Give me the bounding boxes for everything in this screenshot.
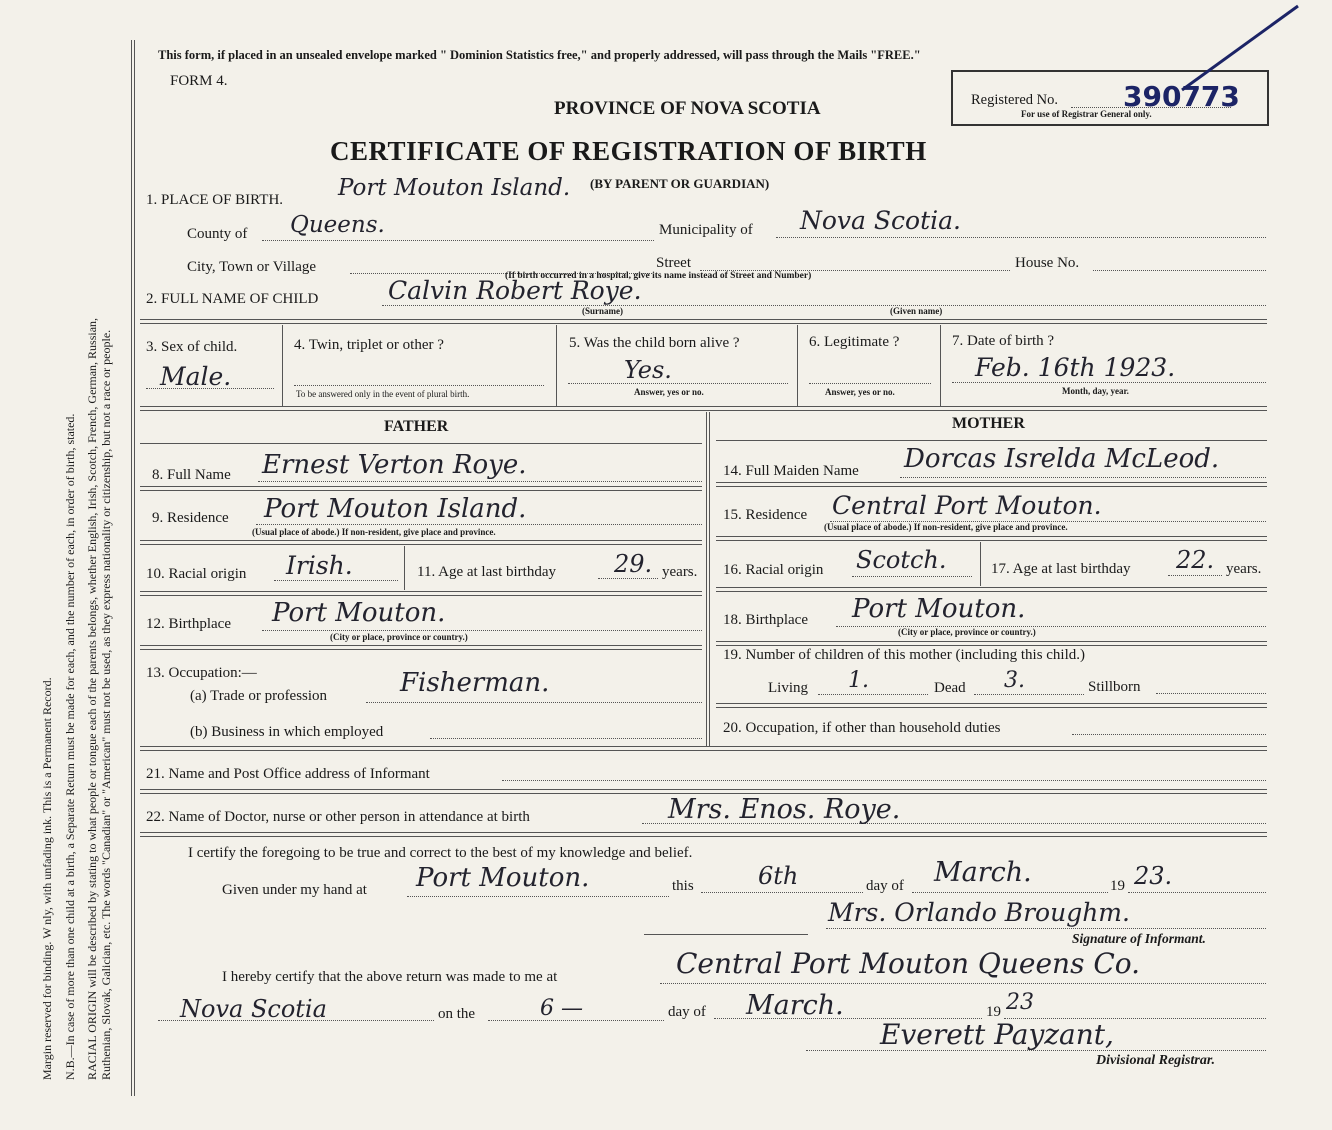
mother-occupation-line xyxy=(1072,734,1266,735)
municipality-line xyxy=(776,237,1266,238)
street-label: Street xyxy=(656,255,691,271)
margin-line-2: N.B.—In case of more than one child at a birth, a Separate Return must be made for each, and the number of each, in order of birth, stated. xyxy=(63,413,77,1080)
mother-age-label: 17. Age at last birthday xyxy=(991,561,1131,577)
informant-label: 21. Name and Post Office address of Informant xyxy=(146,766,430,782)
father-heading: FATHER xyxy=(384,418,449,435)
dead-label: Dead xyxy=(934,680,966,696)
mother-rule-16-17 xyxy=(980,542,981,586)
legitimate-note: Answer, yes or no. xyxy=(825,387,895,397)
rule-row-3-bottom xyxy=(140,406,1267,411)
mother-birthplace-note: (City or place, province or country.) xyxy=(898,627,1036,637)
dead-line xyxy=(974,694,1084,695)
ink-check-mark xyxy=(1180,4,1300,94)
trade-label: (a) Trade or profession xyxy=(190,688,328,704)
trade-value: Fisherman. xyxy=(400,668,550,698)
margin-line-4: Ruthenian, Slovak, Galician, etc. The words "Canadian" or "American" must not be used, as they express nationality or citizenship, but not a race or people. xyxy=(99,329,113,1080)
province-heading: PROVINCE OF NOVA SCOTIA xyxy=(554,98,821,119)
father-years-label: years. xyxy=(662,564,698,580)
house-number-label: House No. xyxy=(1015,255,1080,271)
mother-age-value: 22. xyxy=(1176,546,1215,574)
registered-number-label: Registered No. xyxy=(971,92,1058,108)
given-place-line xyxy=(407,896,669,897)
twin-label: 4. Twin, triplet or other ? xyxy=(294,337,444,353)
mother-age-line xyxy=(1168,575,1222,576)
hospital-note: (If birth occurred in a hospital, give its name instead of Street and Number) xyxy=(505,271,812,281)
doctor-value: Mrs. Enos. Roye. xyxy=(668,794,901,825)
this-label: this xyxy=(672,878,694,894)
mother-rule-15 xyxy=(716,536,1267,541)
municipality-label: Municipality of xyxy=(659,222,753,238)
year-value: 23. xyxy=(1134,862,1173,890)
binding-rule xyxy=(131,40,135,1096)
signature-short-rule xyxy=(644,934,808,935)
dead-value: 3. xyxy=(1004,668,1025,693)
informant-line xyxy=(502,780,1266,781)
living-label: Living xyxy=(768,680,808,696)
stillborn-line xyxy=(1156,693,1266,694)
father-heading-rule xyxy=(140,443,702,444)
year-2-value: 23 xyxy=(1006,990,1034,1015)
father-rule-9 xyxy=(140,540,702,545)
father-race-label: 10. Racial origin xyxy=(146,566,247,582)
father-race-value: Irish. xyxy=(286,551,353,580)
mother-rule-18 xyxy=(716,641,1267,646)
rule-5-6 xyxy=(797,325,798,407)
county-label: County of xyxy=(187,226,248,242)
county-value: Queens. xyxy=(290,212,385,238)
mother-occupation-label: 20. Occupation, if other than household duties xyxy=(723,720,1001,736)
father-name-line xyxy=(258,481,702,482)
occupation-label: 13. Occupation:— xyxy=(146,665,257,681)
municipality-value: Nova Scotia. xyxy=(800,206,961,235)
day-of-label: day of xyxy=(866,878,904,894)
on-the-label: on the xyxy=(438,1006,476,1022)
mother-rule-16 xyxy=(716,587,1267,592)
place-of-birth-label: 1. PLACE OF BIRTH. xyxy=(146,192,284,208)
father-age-line xyxy=(598,578,658,579)
mother-residence-label: 15. Residence xyxy=(723,507,808,523)
given-under-label: Given under my hand at xyxy=(222,882,367,898)
father-residence-value: Port Mouton Island. xyxy=(264,494,527,524)
child-name-value: Calvin Robert Roye. xyxy=(388,276,642,305)
child-name-line xyxy=(382,305,1266,306)
father-mother-divider xyxy=(706,412,710,746)
business-line xyxy=(430,738,702,739)
dob-note: Month, day, year. xyxy=(1062,386,1129,396)
twin-note: To be answered only in the event of plural birth. xyxy=(296,389,470,399)
father-rule-10-11 xyxy=(404,546,405,590)
mother-name-label: 14. Full Maiden Name xyxy=(723,463,859,479)
registrar-place-value: Central Port Mouton Queens Co. xyxy=(676,947,1141,980)
legitimate-label: 6. Legitimate ? xyxy=(809,334,900,350)
mother-race-label: 16. Racial origin xyxy=(723,562,824,578)
mother-years-label: years. xyxy=(1226,561,1262,577)
sex-label: 3. Sex of child. xyxy=(146,339,238,355)
rule-4-5 xyxy=(556,325,557,407)
child-name-label: 2. FULL NAME OF CHILD xyxy=(146,291,319,307)
by-parent-note: (BY PARENT OR GUARDIAN) xyxy=(590,176,770,191)
rule-row-3-top xyxy=(140,319,1267,324)
father-race-line xyxy=(274,580,398,581)
registered-number-value: 390773 xyxy=(1123,80,1240,113)
margin-line-1: Margin reserved for binding. W nly, with unfading ink. This is a Permanent Record. xyxy=(40,677,54,1080)
father-name-label: 8. Full Name xyxy=(152,467,231,483)
mother-birthplace-label: 18. Birthplace xyxy=(723,612,808,628)
form-number: FORM 4. xyxy=(170,73,228,89)
twin-line xyxy=(294,385,544,386)
this-line xyxy=(701,892,863,893)
mother-name-value: Dorcas Isrelda McLeod. xyxy=(904,444,1220,474)
registrar-signature: Everett Payzant, xyxy=(880,1018,1114,1051)
registrar-signature-label: Divisional Registrar. xyxy=(1096,1053,1216,1068)
dob-line xyxy=(952,382,1266,383)
mail-notice: This form, if placed in an unsealed envelope marked " Dominion Statistics free," and properly addressed, will pass through the Mails "FREE." xyxy=(158,48,921,62)
city-label: City, Town or Village xyxy=(187,259,317,275)
sex-value: Male. xyxy=(160,362,232,391)
mother-birthplace-value: Port Mouton. xyxy=(852,594,1026,624)
year-line xyxy=(1128,892,1266,893)
father-rule-12 xyxy=(140,645,702,650)
born-alive-value: Yes. xyxy=(624,356,672,384)
registrar-place-line xyxy=(660,983,1266,984)
mother-name-line xyxy=(900,477,1266,478)
born-alive-label: 5. Was the child born alive ? xyxy=(569,335,740,351)
father-age-label: 11. Age at last birthday xyxy=(417,564,556,580)
registered-number-line xyxy=(1071,107,1231,108)
registrar-place-value-2: Nova Scotia xyxy=(180,995,327,1023)
legitimate-line xyxy=(809,383,931,384)
rule-parents-bottom xyxy=(140,746,1267,751)
informant-signature-label: Signature of Informant. xyxy=(1072,931,1206,946)
mother-residence-note: (Usual place of abode.) If non-resident, give place and province. xyxy=(824,522,1068,532)
month-2-value: March. xyxy=(746,990,844,1021)
this-value: 6th xyxy=(758,862,799,890)
father-name-value: Ernest Verton Roye. xyxy=(262,450,527,480)
doctor-label: 22. Name of Doctor, nurse or other person in attendance at birth xyxy=(146,809,530,825)
informant-signature: Mrs. Orlando Broughm. xyxy=(828,898,1130,927)
father-age-value: 29. xyxy=(614,550,653,578)
house-number-line xyxy=(1093,270,1266,271)
born-alive-note: Answer, yes or no. xyxy=(634,387,704,397)
children-count-label: 19. Number of children of this mother (including this child.) xyxy=(723,647,1086,663)
living-line xyxy=(818,694,928,695)
mother-race-line xyxy=(852,576,972,577)
father-birthplace-value: Port Mouton. xyxy=(272,598,446,628)
mother-rule-19 xyxy=(716,703,1267,708)
mother-residence-value: Central Port Mouton. xyxy=(832,491,1102,520)
father-residence-label: 9. Residence xyxy=(152,510,229,526)
given-place-value: Port Mouton. xyxy=(416,863,590,893)
father-rule-8 xyxy=(140,486,702,491)
living-value: 1. xyxy=(848,668,869,693)
given-name-note: (Given name) xyxy=(890,306,943,316)
day-of-2-label: day of xyxy=(668,1004,706,1020)
stillborn-label: Stillborn xyxy=(1088,679,1141,695)
registrar-certify-label: I hereby certify that the above return was made to me at xyxy=(222,969,558,985)
registered-number-note: For use of Registrar General only. xyxy=(1021,109,1152,119)
father-birthplace-line xyxy=(262,630,702,631)
surname-note: (Surname) xyxy=(582,306,623,316)
mother-rule-14 xyxy=(716,482,1267,487)
month-value: March. xyxy=(934,857,1032,888)
father-rule-10 xyxy=(140,591,702,596)
father-birthplace-note: (City or place, province or country.) xyxy=(330,632,468,642)
informant-signature-line xyxy=(826,928,1266,929)
rule-3-4 xyxy=(282,325,283,407)
year-2-prefix: 19 xyxy=(986,1004,1001,1020)
month-line xyxy=(912,892,1108,893)
county-line xyxy=(262,240,654,241)
mother-heading: MOTHER xyxy=(952,415,1025,432)
mother-heading-rule xyxy=(716,440,1267,441)
mother-race-value: Scotch. xyxy=(856,546,947,574)
place-of-birth-value: Port Mouton Island. xyxy=(338,175,571,201)
trade-line xyxy=(366,702,702,703)
on-the-value: 6 — xyxy=(540,996,583,1021)
dob-label: 7. Date of birth ? xyxy=(952,333,1055,349)
father-residence-line xyxy=(256,524,702,525)
margin-instructions xyxy=(40,20,113,1080)
certificate-title: CERTIFICATE OF REGISTRATION OF BIRTH xyxy=(330,136,927,166)
rule-6-7 xyxy=(940,325,941,407)
certify-statement: I certify the foregoing to be true and correct to the best of my knowledge and belief. xyxy=(188,845,693,861)
year-prefix: 19 xyxy=(1110,878,1125,894)
business-label: (b) Business in which employed xyxy=(190,724,384,740)
father-birthplace-label: 12. Birthplace xyxy=(146,616,231,632)
born-alive-line xyxy=(568,383,788,384)
rule-22 xyxy=(140,832,1267,837)
dob-value: Feb. 16th 1923. xyxy=(975,353,1176,382)
margin-line-3: RACIAL ORIGIN will be described by stating to what people or tongue each of the parents belongs, whether English, Irish, Scotch, French, German, Russian, xyxy=(85,317,99,1080)
father-residence-note: (Usual place of abode.) If non-resident, give place and province. xyxy=(252,527,496,537)
